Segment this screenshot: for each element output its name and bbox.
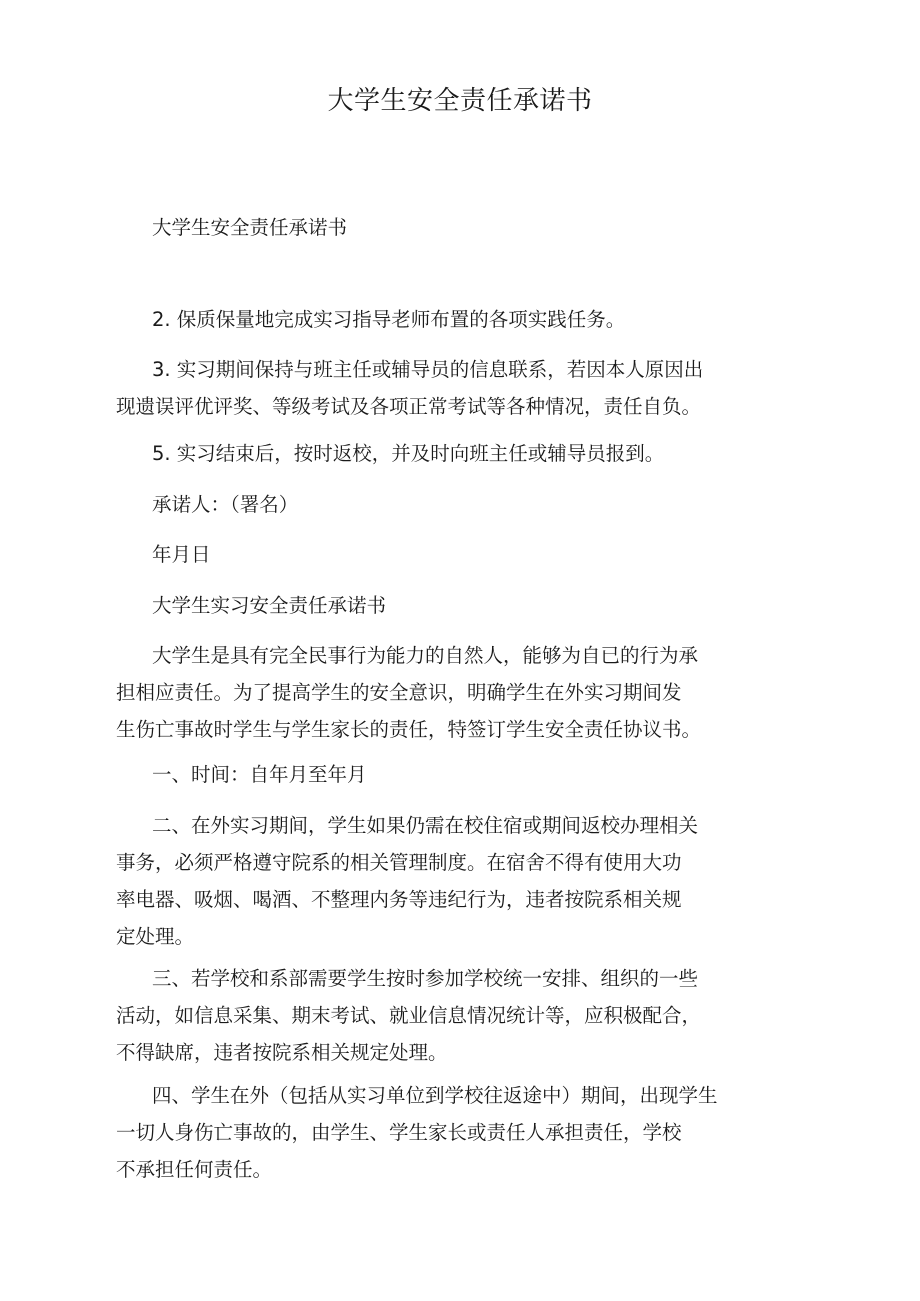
paragraph-line: 大学生安全责任承诺书 (152, 216, 348, 239)
paragraph-line: 事务，必须严格遵守院系的相关管理制度。在宿舍不得有使用大功 (116, 851, 682, 874)
paragraph-line: 活动，如信息采集、期末考试、就业信息情况统计等，应积极配合， (116, 1004, 702, 1027)
paragraph-line: 一切人身伤亡事故的，由学生、学生家长或责任人承担责任，学校 (116, 1121, 682, 1144)
paragraph-clause-3 (116, 960, 806, 1071)
paragraph-line: 二、在外实习期间，学生如果仍需在校住宿或期间返校办理相关 (152, 814, 699, 837)
paragraph-line: 不承担任何责任。 (116, 1158, 273, 1181)
paragraph-item-2 (116, 301, 806, 338)
paragraph-line: 一、时间：自年月至年月 (152, 763, 367, 786)
paragraph-line: 不得缺席，违者按院系相关规定处理。 (116, 1041, 448, 1064)
paragraph-date (116, 536, 806, 573)
paragraph-line: 年月日 (152, 543, 211, 566)
paragraph-line: 定处理。 (116, 925, 195, 948)
paragraph-section-title (116, 587, 806, 624)
paragraph-line: 承诺人：（署名） (152, 493, 299, 516)
paragraph-clause-4 (116, 1077, 806, 1188)
document-title: 大学生安全责任承诺书 (327, 86, 593, 116)
paragraph-line: 现遗误评优评奖、等级考试及各项正常考试等各种情况，责任自负。 (116, 395, 702, 418)
paragraph-item-3 (116, 351, 806, 425)
paragraph-line: 四、学生在外（包括从实习单位到学校往返途中）期间，出现学生 (152, 1084, 718, 1107)
paragraph-line: 2. 保质保量地完成实习指导老师布置的各项实践任务。 (152, 308, 626, 331)
paragraph-signatory (116, 486, 806, 523)
paragraph-item-5 (116, 435, 806, 472)
paragraph-line: 担相应责任。为了提高学生的安全意识，明确学生在外实习期间发 (116, 681, 682, 704)
paragraph-subtitle (116, 209, 806, 246)
paragraph-line: 大学生是具有完全民事行为能力的自然人，能够为自已的行为承 (152, 644, 699, 667)
paragraph-intro (116, 637, 806, 748)
paragraph-line: 率电器、吸烟、喝酒、不整理内务等违纪行为，违者按院系相关规 (116, 888, 682, 911)
paragraph-line: 3. 实习期间保持与班主任或辅导员的信息联系，若因本人原因出 (152, 358, 704, 381)
paragraph-clause-2 (116, 807, 806, 955)
paragraph-clause-1 (116, 756, 806, 793)
paragraph-line: 生伤亡事故时学生与学生家长的责任，特签订学生安全责任协议书。 (116, 718, 702, 741)
paragraph-line: 5. 实习结束后，按时返校，并及时向班主任或辅导员报到。 (152, 442, 665, 465)
paragraph-line: 大学生实习安全责任承诺书 (152, 594, 387, 617)
paragraph-line: 三、若学校和系部需要学生按时参加学校统一安排、组织的一些 (152, 967, 699, 990)
